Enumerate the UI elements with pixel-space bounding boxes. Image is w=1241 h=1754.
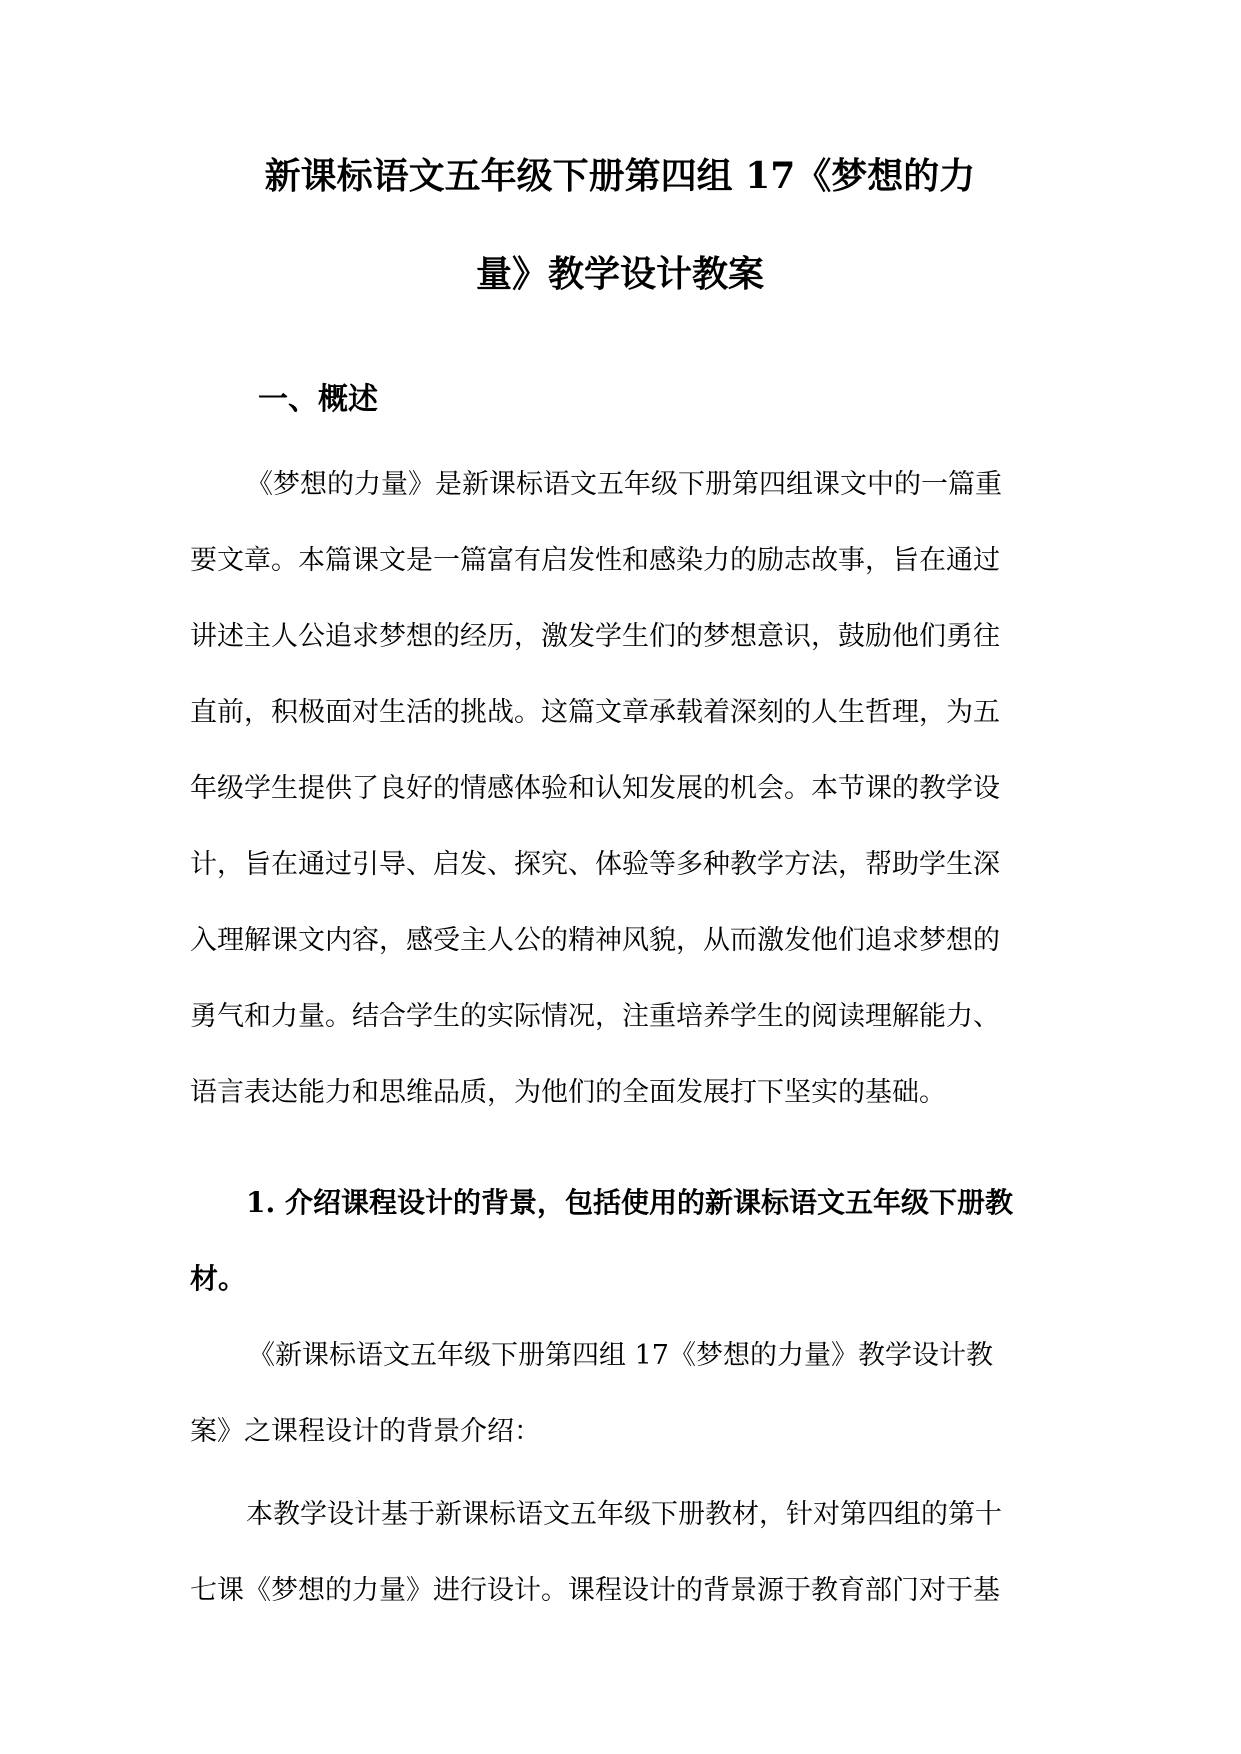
paragraph-line: 讲述主人公追求梦想的经历，激发学生们的梦想意识，鼓励他们勇往 [190, 621, 1000, 652]
paragraph-line: 直前，积极面对生活的挑战。这篇文章承载着深刻的人生哲理，为五 [190, 697, 1000, 728]
document-title-line-2: 量》教学设计教案 [475, 253, 764, 295]
paragraph-line: 本教学设计基于新课标语文五年级下册教材，针对第四组的第十 [246, 1499, 1002, 1530]
paragraph-line: 七课《梦想的力量》进行设计。课程设计的背景源于教育部门对于基 [190, 1575, 1000, 1606]
paragraph-line: 《梦想的力量》是新课标语文五年级下册第四组课文中的一篇重 [246, 469, 1002, 500]
section-heading-overview: 一、概述 [258, 382, 378, 417]
subheading-line-2: 材。 [190, 1262, 247, 1295]
paragraph-line: 要文章。本篇课文是一篇富有启发性和感染力的励志故事，旨在通过 [190, 545, 1000, 576]
paragraph-line: 勇气和力量。结合学生的实际情况，注重培养学生的阅读理解能力、 [190, 1001, 1000, 1032]
document-title-line-1: 新课标语文五年级下册第四组 17《梦想的力 [264, 155, 976, 197]
paragraph-line: 计，旨在通过引导、启发、探究、体验等多种教学方法，帮助学生深 [190, 849, 1000, 880]
paragraph-line: 案》之课程设计的背景介绍： [190, 1416, 541, 1447]
paragraph-line: 入理解课文内容，感受主人公的精神风貌，从而激发他们追求梦想的 [190, 925, 1000, 956]
paragraph-line: 语言表达能力和思维品质，为他们的全面发展打下坚实的基础。 [190, 1077, 946, 1108]
paragraph-line: 年级学生提供了良好的情感体验和认知发展的机会。本节课的教学设 [190, 773, 1000, 804]
paragraph-line: 《新课标语文五年级下册第四组 17《梦想的力量》教学设计教 [248, 1340, 993, 1371]
subheading-line-1: 1. 介绍课程设计的背景，包括使用的新课标语文五年级下册教 [246, 1186, 1013, 1219]
